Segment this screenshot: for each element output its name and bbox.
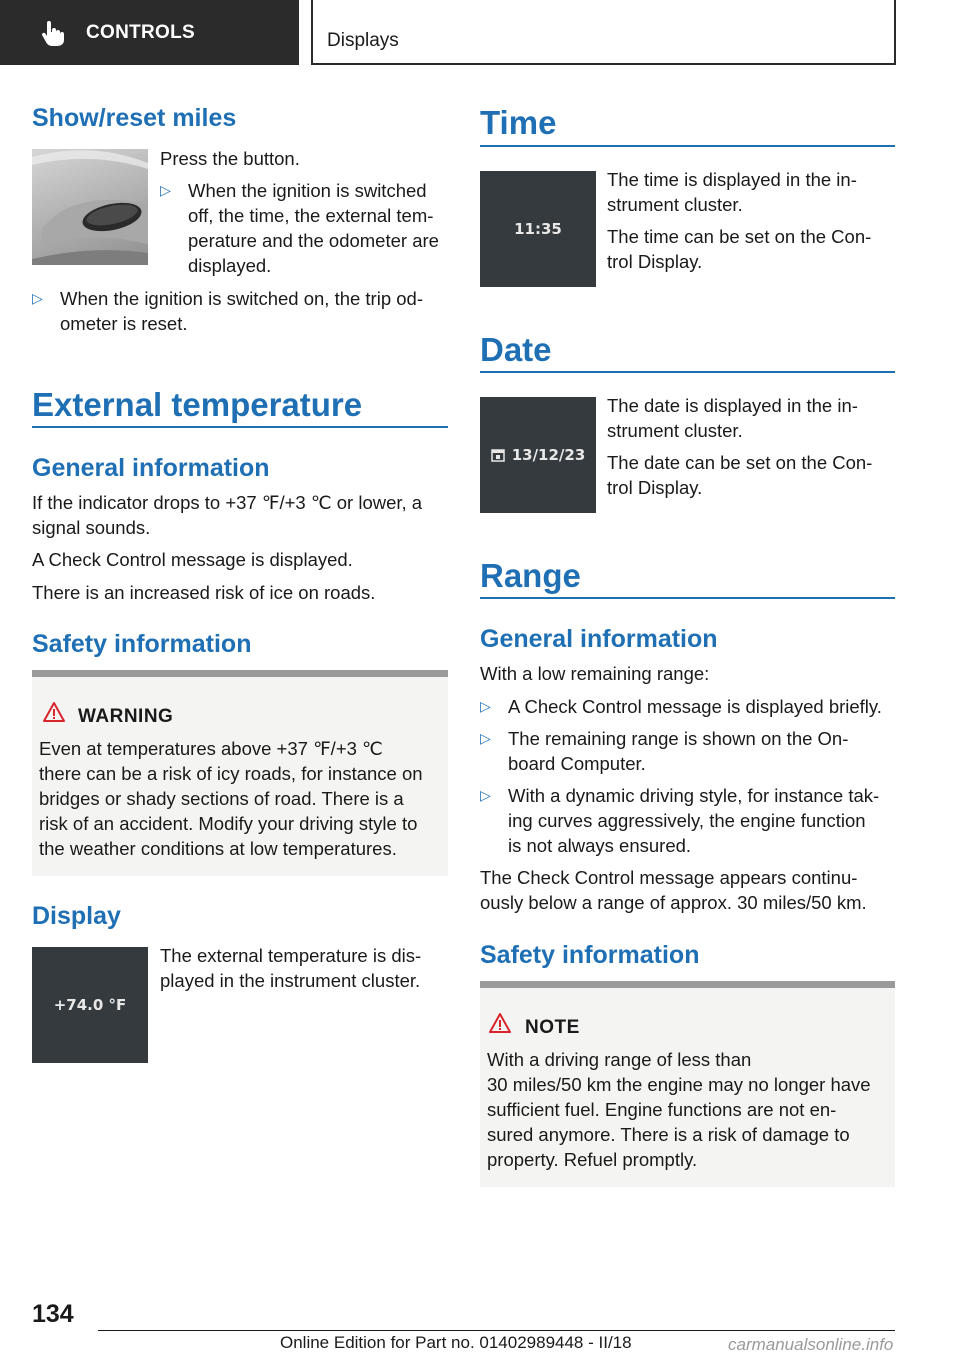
time-text-1: The time is displayed in the in- strument cluster. [607, 169, 857, 215]
triangle-bullet-icon: ▷ [480, 730, 491, 746]
heading-rule [32, 426, 448, 428]
warning-triangle-icon [42, 701, 66, 723]
edition-text: Online Edition for Part no. 01402989448 - II/18 [280, 1333, 632, 1352]
heading-rule [480, 371, 895, 373]
date-heading: Date [480, 331, 552, 368]
triangle-bullet-icon: ▷ [480, 787, 491, 803]
hand-pointer-icon [38, 19, 66, 47]
chapter-title: Displays [327, 30, 399, 51]
temperature-readout: +74.0 °F [53, 996, 127, 1014]
section-title: CONTROLS [86, 21, 196, 43]
warning-text: Even at temperatures above +37 ℉/+3 ℃ there can be a risk of icy roads, for instance on bridges or shady sections of road. There is a risk of an accident. Modify your driving style to the weather conditions at low temperatures. [39, 738, 423, 859]
note-text: With a driving range of less than 30 miles/50 km the engine may no longer have sufficient fuel. Engine functions are not en- sured anymore. There is a risk of damage to property. Refuel promptly. [487, 1049, 871, 1170]
time-display-image [480, 171, 596, 287]
general-info-heading: General information [32, 454, 270, 482]
date-text-2: The date can be set on the Con- trol Display. [607, 452, 873, 498]
check-control-text: A Check Control message is displayed. [32, 549, 353, 570]
list-item: ▷ When the ignition is switched off, the time, the external tem- perature and the odometer are displayed. [160, 180, 439, 276]
date-display-image [480, 397, 596, 513]
warning-triangle-icon [488, 1012, 512, 1034]
list-item: ▷ A Check Control message is displayed briefly. [480, 696, 882, 717]
odometer-button-image [32, 149, 148, 265]
list-item: ▷ When the ignition is switched on, the trip od- ometer is reset. [32, 288, 423, 334]
footer-rule [98, 1330, 895, 1331]
page-number: 134 [32, 1300, 74, 1328]
reset-button-illustration [32, 149, 148, 265]
section-tab [0, 0, 299, 65]
triangle-bullet-icon: ▷ [480, 698, 491, 714]
warning-box [32, 670, 448, 876]
ice-risk-text: There is an increased risk of ice on roads. [32, 582, 376, 603]
range-safety-heading: Safety information [480, 941, 700, 969]
heading-rule [480, 145, 895, 147]
press-button-text: Press the button. [160, 148, 300, 169]
safety-info-heading: Safety information [32, 630, 252, 658]
triangle-bullet-icon: ▷ [32, 290, 43, 306]
display-heading: Display [32, 902, 121, 930]
warning-label: WARNING [78, 706, 174, 727]
display-text: The external temperature is dis- played in the instrument cluster. [160, 945, 422, 991]
range-heading: Range [480, 557, 581, 594]
range-intro-text: With a low remaining range: [480, 663, 710, 684]
calendar-icon [491, 448, 505, 462]
range-general-heading: General information [480, 625, 718, 653]
heading-rule [480, 597, 895, 599]
watermark-text: carmanualsonline.info [728, 1335, 894, 1354]
time-heading: Time [480, 104, 557, 141]
external-temperature-heading: External temperature [32, 386, 363, 423]
show-reset-heading: Show/reset miles [32, 104, 237, 132]
note-box [480, 981, 895, 1187]
list-item: ▷ With a dynamic driving style, for instance tak- ing curves aggressively, the engine function is not always ensured. [480, 785, 880, 856]
triangle-bullet-icon: ▷ [160, 182, 171, 198]
date-readout: 13/12/23 [511, 446, 586, 464]
time-text-2: The time can be set on the Con- trol Display. [607, 226, 872, 272]
note-label: NOTE [525, 1017, 580, 1038]
date-text-1: The date is displayed in the in- strument cluster. [607, 395, 858, 441]
indicator-text: If the indicator drops to +37 ℉/+3 ℃ or lower, a signal sounds. [32, 492, 423, 538]
time-readout: 11:35 [514, 220, 562, 238]
list-item: ▷ The remaining range is shown on the On- board Computer. [480, 728, 849, 774]
range-continuous-text: The Check Control message appears continu- ously below a range of approx. 30 miles/50 km. [480, 867, 867, 913]
chapter-tab [311, 0, 896, 65]
temperature-display-image [32, 947, 148, 1063]
